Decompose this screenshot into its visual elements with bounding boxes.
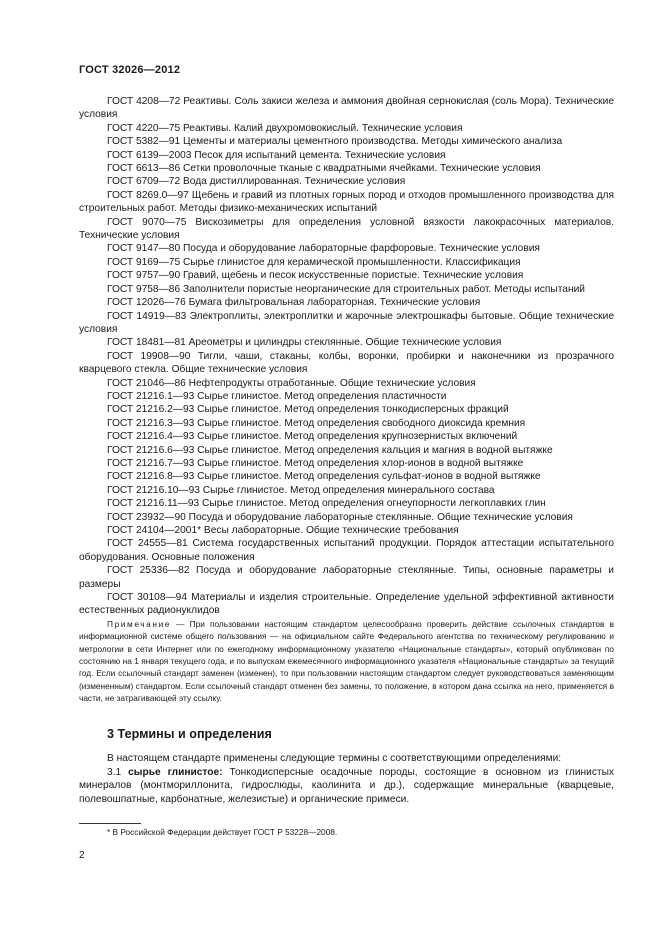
reference-item: ГОСТ 24555—81 Система государственных испытаний продукции. Порядок аттестации испытательного оборудования. Основные положения [79, 538, 614, 563]
reference-item: ГОСТ 4208—72 Реактивы. Соль закиси железа и аммония двойная сернокислая (соль Мора). Технические условия [79, 96, 614, 121]
reference-item: ГОСТ 24104—2001* Весы лабораторные. Общие технические требования [107, 525, 459, 536]
reference-item: ГОСТ 21216.3—93 Сырье глинистое. Метод определения свободного диоксида кремния [107, 417, 526, 429]
term-number: 3.1 [107, 767, 129, 778]
reference-item: ГОСТ 25336—82 Посуда и оборудование лабораторные стеклянные. Типы, основные параметры и размеры [79, 565, 614, 590]
reference-item: ГОСТ 30108—94 Материалы и изделия строительные. Определение удельной эффективной активности естественных радионуклидов [79, 592, 614, 617]
reference-item: ГОСТ 21216.7—93 Сырье глинистое. Метод определения хлор-ионов в водной вытяжке [107, 457, 524, 469]
term-definition [79, 766, 614, 806]
reference-item: ГОСТ 21216.6—93 Сырье глинистое. Метод определения кальция и магния в водной вытяжке [107, 444, 553, 456]
reference-item: ГОСТ 9070—75 Вискозиметры для определения условной вязкости лакокрасочных материалов. Технические условия [79, 216, 614, 242]
reference-item: ГОСТ 6613—86 Сетки проволочные тканые с квадратными ячейками. Технические условия [107, 163, 541, 175]
reference-item: ГОСТ 21216.11—93 Сырье глинистое. Метод определения огнеупорности легкоплавких глин [107, 498, 546, 510]
term-name: сырье глинистое: [128, 767, 223, 778]
term-definition-text: Тонкодисперсные осадочные породы, состоящие в основном из глинистых минералов (монтмориллонита, гидрослюды, каолинита и др.), содержащие минеральные (кварцевые, полевошпатные, карбонатные, железистые) и органические примеси. [79, 767, 615, 805]
footnote-divider [79, 823, 141, 824]
document-header: ГОСТ 32026—2012 [79, 64, 181, 76]
reference-item: ГОСТ 21216.1—93 Сырье глинистое. Метод определения пластичности [107, 390, 447, 402]
note-text: — При пользовании настоящим стандартом целесообразно проверить действие ссылочных стандартов в информационной системе общего пользования — на официальном сайте Федерального агентства по техническому регулированию и метрологии в сети Интернет или по ежегодному информационному указателю «Национальные стандарты», который опубликован по состоянию на 1 января текущего года, и по выпускам ежемесячного информационного указателя «Национальные стандарты» за текущий год. Если ссылочный стандарт заменен (изменен), то при пользовании настоящим стандартом следует руководствоваться заменяющим (измененным) стандартом. Если ссылочный стандарт отменен без замены, то положение, в котором дана ссылка на него, применяется в части, не затрагивающей эту ссылку. [79, 619, 614, 704]
note-lead: Примечание [107, 619, 172, 629]
page-number: 2 [79, 850, 85, 861]
reference-item: ГОСТ 21216.4—93 Сырье глинистое. Метод определения крупнозернистых включений [107, 431, 518, 443]
reference-item: ГОСТ 19908—90 Тигли, чаши, стаканы, колбы, воронки, пробирки и наконечники из прозрачного кварцевого стекла. Общие технические условия [79, 350, 614, 376]
reference-item: ГОСТ 8269.0—97 Щебень и гравий из плотных горных пород и отходов промышленного производства для строительных работ. Методы физико-механических испытаний [79, 189, 614, 215]
reference-item: ГОСТ 9758—86 Заполнители пористые неорганические для строительных работ. Методы испытаний [107, 283, 585, 295]
reference-item: ГОСТ 23932—90 Посуда и оборудование лабораторные стеклянные. Общие технические условия [107, 511, 573, 523]
reference-item: ГОСТ 21216.8—93 Сырье глинистое. Метод определения сульфат-ионов в водной вытяжке [107, 471, 541, 483]
section-intro: В настоящем стандарте применены следующие термины с соответствующими определениями: [107, 753, 562, 764]
reference-item: ГОСТ 14919—83 Электроплиты, электроплитки и жарочные электрошкафы бытовые. Общие технические условия [79, 310, 614, 335]
note-paragraph [79, 618, 614, 704]
reference-item: ГОСТ 21216.10—93 Сырье глинистое. Метод определения минерального состава [107, 484, 495, 496]
reference-item: ГОСТ 9147—80 Посуда и оборудование лабораторные фарфоровые. Технические условия [107, 243, 540, 255]
reference-item: ГОСТ 4220—75 Реактивы. Калий двухромовокислый. Технические условия [107, 122, 463, 134]
reference-item: ГОСТ 9169—75 Сырье глинистое для керамической промышленности. Классификация [107, 256, 521, 268]
reference-item: ГОСТ 12026—76 Бумага фильтровальная лабораторная. Технические условия [107, 297, 481, 309]
reference-item: ГОСТ 21216.2—93 Сырье глинистое. Метод определения тонкодисперсных фракций [107, 404, 509, 416]
reference-item: ГОСТ 9757—90 Гравий, щебень и песок искусственные пористые. Технические условия [107, 270, 524, 282]
section-title: 3 Термины и определения [107, 727, 272, 741]
footnote: * В Российской Федерации действует ГОСТ Р 53228—2008. [107, 827, 338, 837]
reference-item: ГОСТ 18481—81 Ареометры и цилиндры стеклянные. Общие технические условия [107, 337, 502, 349]
normative-references-list [79, 95, 614, 618]
reference-item: ГОСТ 6139—2003 Песок для испытаний цемента. Технические условия [107, 149, 446, 161]
reference-item: ГОСТ 5382—91 Цементы и материалы цементного производства. Методы химического анализа [107, 136, 563, 148]
reference-item: ГОСТ 21046—86 Нефтепродукты отработанные. Общие технические условия [107, 377, 476, 389]
reference-item: ГОСТ 6709—72 Вода дистиллированная. Технические условия [107, 176, 406, 188]
